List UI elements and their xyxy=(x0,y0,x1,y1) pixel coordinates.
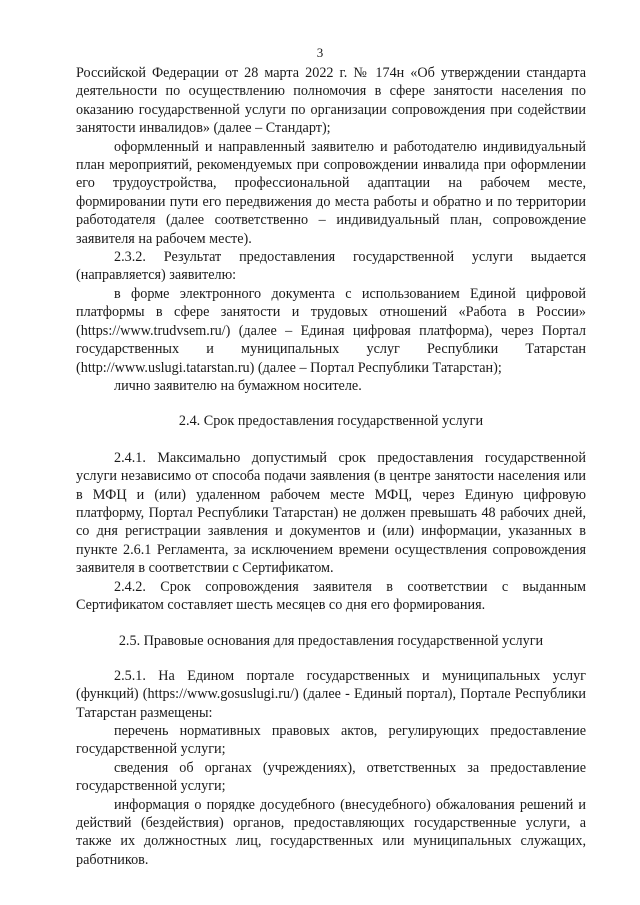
section-heading: 2.4. Срок предоставления государственной услуги xyxy=(178,413,484,430)
section-heading: 2.5. Правовые основания для предоставления государственной услуги xyxy=(118,633,544,650)
paragraph: 2.4.1. Максимально допустимый срок предоставления государственной услуги независимо от способа подачи заявления (в центре занятости населения или в МФЦ и (или) удаленном рабочем месте МФЦ, через Единую цифровую платформу, Портал Республики Татарстан) не должен превышать 48 рабочих дней, со дня регистрации заявления и документов и (или) информации, указанных в пункте 2.6.1 Регламента, за исключением времени осуществления сопровождения заявителя в соответствии с Сертификатом. xyxy=(76,449,586,577)
paragraph: 2.5.1. На Едином портале государственных и муниципальных услуг (функций) (https://www.gosuslugi.ru/) (далее - Единый портал), Портале Республики Татарстан размещены: xyxy=(76,667,586,721)
page-number: 3 xyxy=(316,45,324,60)
paragraph: 2.3.2. Результат предоставления государственной услуги выдается (направляется) заявителю: xyxy=(76,249,586,284)
paragraph: Российской Федерации от 28 марта 2022 г. № 174н «Об утверждении стандарта деятельности по осуществлению полномочия в сфере занятости населения по оказанию государственной услуги по организации сопровождения при содействии занятости инвалидов» (далее – Стандарт); xyxy=(76,65,586,137)
paragraph: информация о порядке досудебного (внесудебного) обжалования решений и действий (бездействия) органов, предоставляющих государственные услуги, а также их должностных лиц, государственных или муниципальных служащих, работников. xyxy=(76,796,586,868)
paragraph: оформленный и направленный заявителю и работодателю индивидуальный план мероприятий, рекомендуемых при сопровождении инвалида при оформлении его трудоустройства, профессиональной адаптации на рабочем месте, формировании пути его передвижения до места работы и обратно и по территории работодателя (далее соответственно – индивидуальный план, сопровождение заявителя на рабочем месте). xyxy=(76,138,586,247)
paragraph: в форме электронного документа с использованием Единой цифровой платформы в сфере занятости и трудовых отношений «Работа в России» (https://www.trudvsem.ru/) (далее – Единая цифровая платформа), через Портал государственных и муниципальных услуг Республики Татарстан (http://www.uslugi.tatarstan.ru) (далее – Портал Республики Татарстан); xyxy=(76,285,586,376)
paragraph: лично заявителю на бумажном носителе. xyxy=(114,377,362,394)
document-body xyxy=(76,64,586,869)
paragraph: 2.4.2. Срок сопровождения заявителя в соответствии с выданным Сертификатом составляет шесть месяцев со дня его формирования. xyxy=(76,578,586,613)
paragraph: сведения об органах (учреждениях), ответственных за предоставление государственной услуги; xyxy=(76,759,586,795)
paragraph: перечень нормативных правовых актов, регулирующих предоставление государственной услуги; xyxy=(76,723,586,758)
